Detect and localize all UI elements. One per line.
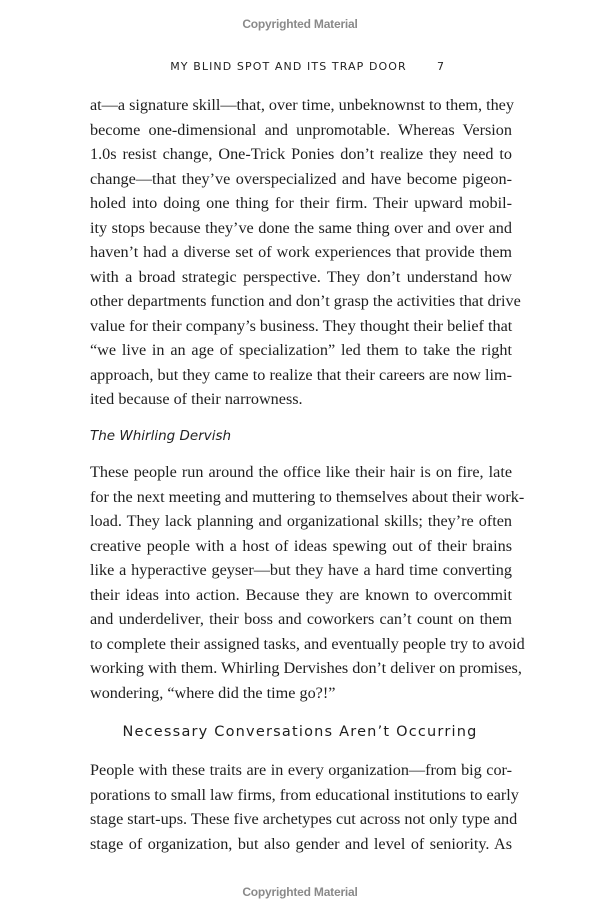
text-line: load. They lack planning and organizational skills; they’re often	[90, 512, 512, 530]
paragraph-necessary-conversations	[90, 758, 519, 856]
text-line: 1.0s resist change, One-Trick Ponies don’t realize they need to	[90, 145, 512, 163]
text-line: porations to small law firms, from educational institutions to early	[90, 785, 519, 804]
text-line: their ideas into action. Because they are known to overcommit	[90, 585, 512, 604]
running-header	[0, 60, 600, 76]
page-number: 7	[437, 60, 446, 73]
text-line: stage start-ups. These five archetypes cut across not only type and	[90, 810, 518, 828]
text-line: to complete their assigned tasks, and eventually people try to avoid	[90, 634, 525, 653]
text-line: approach, but they came to realize that their careers are now lim-	[90, 365, 512, 384]
text-line: wondering, “where did the time go?!”	[90, 683, 336, 702]
text-line: working with them. Whirling Dervishes don’t deliver on promises,	[90, 659, 522, 677]
copyright-watermark-bottom: Copyrighted Material	[242, 885, 358, 899]
section-heading: Necessary Conversations Aren’t Occurring	[122, 724, 478, 740]
text-line: “we live in an age of specialization” led them to take the right	[90, 341, 512, 359]
text-line: with a broad strategic perspective. They don’t understand how	[90, 267, 512, 286]
text-line: ited because of their narrowness.	[90, 390, 303, 408]
paragraph-whirling-dervish	[90, 460, 525, 705]
text-line: creative people with a host of ideas spewing out of their brains	[90, 536, 512, 555]
subhead-whirling-dervish: The Whirling Dervish	[90, 428, 232, 444]
text-line: for the next meeting and muttering to themselves about their work-	[90, 487, 525, 506]
text-line: at—a signature skill—that, over time, unbeknownst to them, they	[90, 96, 514, 114]
text-line: holed into doing one thing for their firm. Their upward mobil-	[90, 194, 512, 212]
running-header-title: MY BLIND SPOT AND ITS TRAP DOOR	[170, 60, 407, 73]
text-line: become one-dimensional and unpromotable. Whereas Version	[90, 120, 512, 139]
text-line: ity stops because they’ve done the same thing over and over and	[90, 218, 512, 237]
text-line: other departments function and don’t grasp the activities that drive	[90, 292, 521, 310]
text-line: haven’t had a diverse set of work experiences that provide them	[90, 243, 512, 261]
text-line: like a hyperactive geyser—but they have a hard time converting	[90, 561, 512, 579]
paragraph-one-trick-ponies	[90, 93, 521, 412]
text-line: stage of organization, but also gender and level of seniority. As	[90, 834, 512, 853]
text-line: and underdeliver, their boss and coworkers can’t count on them	[90, 610, 512, 628]
text-line: value for their company’s business. They thought their belief that	[90, 316, 513, 335]
text-line: change—that they’ve overspecialized and have become pigeon-	[90, 169, 512, 188]
copyright-watermark-top: Copyrighted Material	[242, 17, 358, 31]
text-line: These people run around the office like their hair is on fire, late	[90, 463, 512, 481]
text-line: People with these traits are in every organization—from big cor-	[90, 761, 512, 779]
